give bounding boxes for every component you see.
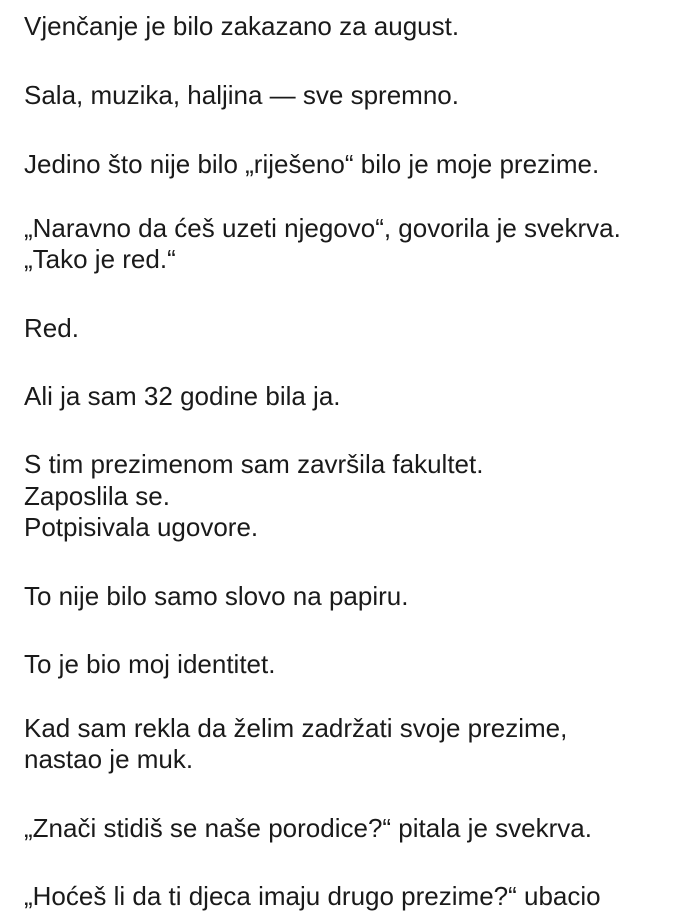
text-line: Potpisivala ugovore.	[24, 512, 259, 542]
text-line: „Hoćeš li da ti djeca imaju drugo prezime?“ ubacio	[24, 881, 601, 911]
text-line: „Naravno da ćeš uzeti njegovo“, govorila je svekrva.	[24, 213, 621, 243]
text-line: Vjenčanje je bilo zakazano za august.	[24, 11, 460, 41]
text-line: Ali ja sam 32 godine bila ja.	[24, 381, 341, 411]
text-line: „Tako je red.“	[24, 244, 176, 274]
text-line: Zaposlila se.	[24, 481, 170, 511]
text-line: Sala, muzika, haljina — sve spremno.	[24, 80, 459, 110]
text-line: S tim prezimenom sam završila fakultet.	[24, 449, 484, 479]
text-line: Red.	[24, 313, 79, 343]
text-line: To nije bilo samo slovo na papiru.	[24, 581, 409, 611]
text-line: „Znači stidiš se naše porodice?“ pitala je svekrva.	[24, 813, 592, 843]
text-line: nastao je muk.	[24, 744, 194, 774]
text-line: Jedino što nije bilo „riješeno“ bilo je moje prezime.	[24, 149, 600, 179]
text-line: To je bio moj identitet.	[24, 649, 276, 679]
text-line: Kad sam rekla da želim zadržati svoje prezime,	[24, 713, 568, 743]
